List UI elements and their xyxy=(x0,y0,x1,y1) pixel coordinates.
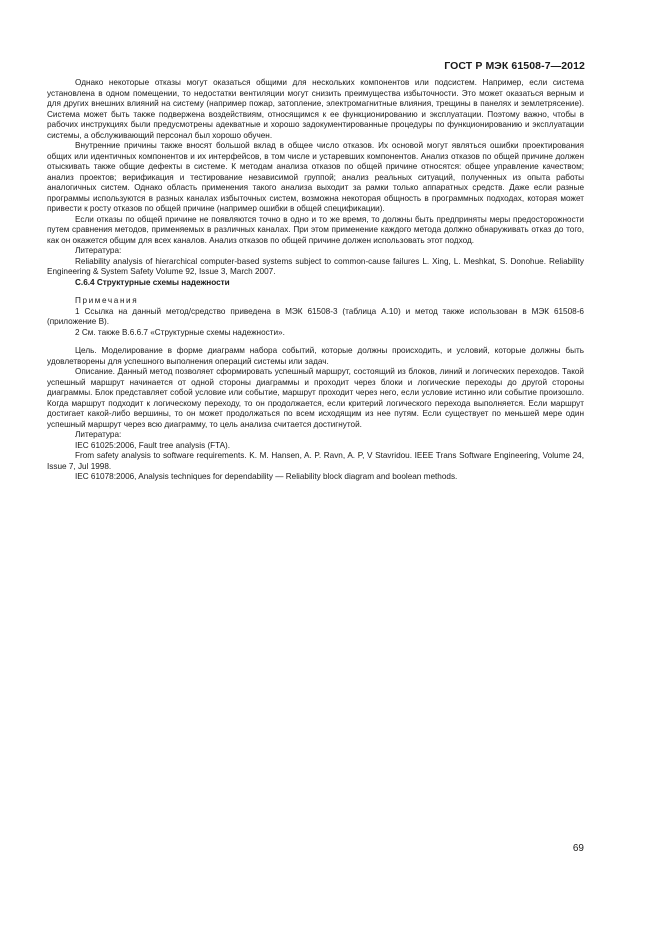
paragraph-internal-causes: Внутренние причины также вносят большой вклад в общее число отказов. Их основой могут являться ошибки проектирования общих или идентичных компонентов и их интерфейсов, в том числе и устаревших компонентов. Анализ отказов по общей причине должен отыскивать также общие дефекты в системе. К методам анализа отказов по общей причине относятся: общее управление качеством; анализ проектов; верификация и тестирование независимой группой; анализ реальных ситуаций, полученных из опыта работы аналогичных систем. Однако область применения такого анализа выходит за рамки только аппаратных средств. Даже если разные программы используются в разных каналах избыточных систем, возможна некоторая общность в программных подходах, которая может привести к росту отказов по общей причине (например ошибки в общей спецификации). xyxy=(47,141,584,213)
literature-reference-iec61025: IEC 61025:2006, Fault tree analysis (FTA). xyxy=(75,440,231,450)
page-body xyxy=(47,78,584,483)
paragraph-goal: Цель. Моделирование в форме диаграмм набора событий, которые должны происходить, и условий, которые должны быть удовлетворены для успешного выполнения операций системы или задач. xyxy=(47,346,584,366)
literature-reference: Reliability analysis of hierarchical computer-based systems subject to common-cause failures L. Xing, L. Meshkat, S. Donohue. Reliability Engineering & System Safety Volume 92, Issue 3, March 2007. xyxy=(47,256,584,276)
literature-label: Литература: xyxy=(75,246,122,255)
page-number: 69 xyxy=(572,843,584,854)
paragraph-precautions: Если отказы по общей причине не появляются точно в одно и то же время, то должны быть предприняты меры предосторожности путем сравнения методов, применяемых в различных каналах. При этом применение каждого метода должно обнаруживать отказ до того, как он окажется общим для всех каналов. Анализ отказов по общей причине должен использовать этот подход. xyxy=(47,214,584,245)
paragraph-common-failures: Однако некоторые отказы могут оказаться общими для нескольких компонентов или подсистем. Например, если система установлена в одном помещении, то недостатки вентиляции могут снизить преимущества избыточности. Это может оказаться верным и для других внешних влияний на систему (например пожар, затопление, электромагнитные влияния, трещины в панелях и землетрясение). Система может быть также подвержена воздействиям, относящимся к ее функционированию и эксплуатации. Поэтому важно, чтобы в рабочих инструкциях были предусмотрены адекватные и хорошо задокументированные процедуры по функционированию и эксплуатации системы, а обслуживающий персонал был хорошо обучен. xyxy=(47,78,584,140)
literature-reference-iec61078: IEC 61078:2006, Analysis techniques for dependability — Reliability block diagram and boolean methods. xyxy=(75,472,458,481)
note-2: 2 См. также В.6.6.7 «Структурные схемы надежности». xyxy=(75,327,285,337)
paragraph-description: Описание. Данный метод позволяет сформировать успешный маршрут, состоящий из блоков, линий и логических переходов. Такой успешный маршрут начинается от одной стороны диаграммы и проходит через блоки и логические переходы до другой стороны диаграммы. Блок представляет собой условие или событие, маршрут проходит через него, если условие истинно или событие произошло. Когда маршрут подходит к логическому переходу, то он продолжается, если критерий логического перехода выполняется. Если маршрут достигает какой-либо вершины, то он может продолжаться по всем исходящим из нее путям. Если существует по меньшей мере один успешный маршрут через всю диаграмму, то цель анализа считается достигнутой. xyxy=(47,367,584,429)
literature-label-2: Литература: xyxy=(75,430,122,439)
notes-title: Примечания xyxy=(75,296,139,305)
note-1: 1 Ссылка на данный метод/средство приведена в МЭК 61508-3 (таблица А.10) и метод также использован в МЭК 61508-6 (приложение В). xyxy=(47,306,584,326)
document-header: ГОСТ Р МЭК 61508-7—2012 xyxy=(444,60,585,72)
literature-reference-hansen: From safety analysis to software requirements. K. M. Hansen, A. P. Ravn, A. P, V Stavridou. IEEE Trans Software Engineering, Volume 24, Issue 7, Jul 1998. xyxy=(47,451,584,471)
section-heading: С.6.4 Структурные схемы надежности xyxy=(75,277,230,287)
